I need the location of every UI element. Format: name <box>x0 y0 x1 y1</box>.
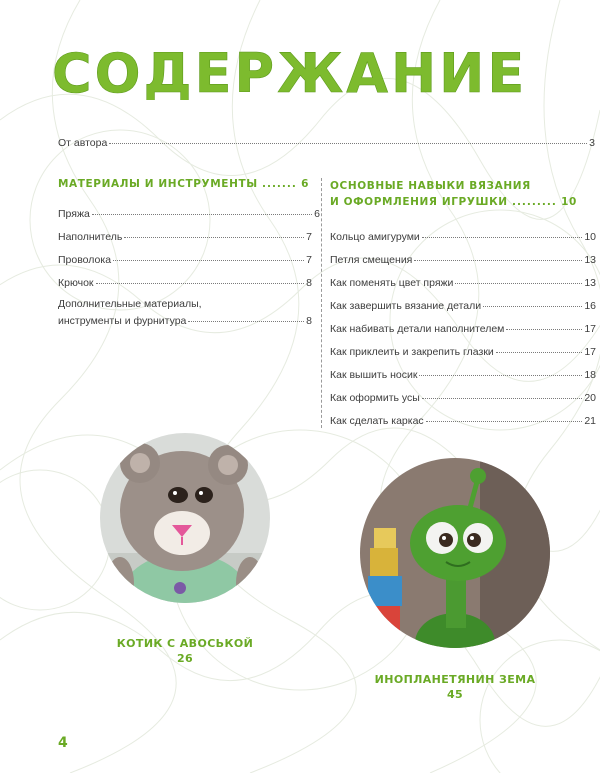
toc-item[interactable] <box>330 392 596 404</box>
toc-item-label: Пряжа <box>58 208 90 220</box>
toc-item[interactable] <box>330 323 596 335</box>
dot-leader <box>426 421 583 422</box>
toc-item-page: 17 <box>584 346 596 358</box>
project-caption-cat[interactable] <box>80 636 290 666</box>
dot-leader <box>92 214 312 215</box>
toc-item-label: Дополнительные материалы, <box>58 298 202 310</box>
section-heading-page: 6 <box>301 178 310 190</box>
toc-item[interactable] <box>58 254 312 266</box>
dot-leader <box>496 352 583 353</box>
toc-item-page: 8 <box>306 277 312 289</box>
toc-item-page: 10 <box>584 231 596 243</box>
toc-item-label: инструменты и фурнитура <box>58 315 187 327</box>
toc-item-label: Как набивать детали наполнителем <box>330 323 505 335</box>
dot-leader <box>109 143 587 144</box>
toc-item[interactable] <box>58 208 320 220</box>
toc-item-page: 13 <box>584 254 596 266</box>
toc-item-page: 20 <box>584 392 596 404</box>
dot-leader <box>455 283 582 284</box>
dot-leader <box>422 398 582 399</box>
section-heading-label: МАТЕРИАЛЫ И ИНСТРУМЕНТЫ <box>58 178 258 190</box>
toc-item[interactable] <box>330 369 596 381</box>
dot-leader <box>414 260 582 261</box>
toc-item-label: Как приклеить и закрепить глазки <box>330 346 494 358</box>
dot-leader <box>483 306 582 307</box>
dot-leader <box>422 237 583 238</box>
page-number: 4 <box>58 735 68 751</box>
dot-leader <box>113 260 304 261</box>
project-caption-alien[interactable] <box>350 672 560 702</box>
toc-item[interactable] <box>330 346 596 358</box>
toc-item-label: Крючок <box>58 277 94 289</box>
toc-item-label: Как завершить вязание детали <box>330 300 482 312</box>
toc-item-page: 13 <box>584 277 596 289</box>
toc-item-label: Как сделать каркас <box>330 415 424 427</box>
column-divider <box>321 178 322 428</box>
dot-leader <box>188 321 304 322</box>
toc-item-label: Как поменять цвет пряжи <box>330 277 454 289</box>
toc-item-label: Как оформить усы <box>330 392 420 404</box>
project-page: 26 <box>176 652 194 665</box>
section-heading-line2: И ОФОРМЛЕНИЯ ИГРУШКИ <box>330 196 508 208</box>
section-heading-materials[interactable] <box>58 176 320 192</box>
toc-item[interactable] <box>330 300 596 312</box>
section-heading-page: 10 <box>561 196 577 208</box>
cat-toy-image <box>100 433 270 603</box>
toc-item-page: 7 <box>306 254 312 266</box>
toc-item-label: Наполнитель <box>58 231 123 243</box>
toc-item-page: 6 <box>314 208 320 220</box>
section-heading-line1: ОСНОВНЫЕ НАВЫКИ ВЯЗАНИЯ <box>330 180 531 192</box>
project-name: КОТИК С АВОСЬКОЙ <box>116 637 254 650</box>
toc-item-line2 <box>58 315 312 327</box>
section-heading-skills[interactable] <box>330 178 598 210</box>
toc-item-label: От автора <box>58 137 108 149</box>
toc-item-label: Петля смещения <box>330 254 413 266</box>
dot-leader: ......... <box>511 196 557 208</box>
toc-item-page: 7 <box>306 231 312 243</box>
toc-item[interactable] <box>330 254 596 266</box>
cat-toy-photo[interactable] <box>100 433 270 603</box>
dot-leader: ....... <box>261 178 297 190</box>
project-page: 45 <box>446 688 464 701</box>
toc-item-label: Как вышить носик <box>330 369 418 381</box>
toc-item[interactable] <box>58 277 312 289</box>
alien-toy-image <box>360 458 550 648</box>
toc-item-page: 8 <box>306 315 312 327</box>
dot-leader <box>506 329 582 330</box>
toc-item-intro[interactable] <box>58 137 595 149</box>
toc-item-label: Проволока <box>58 254 112 266</box>
toc-item[interactable] <box>330 231 596 243</box>
section-heading-line2-row <box>330 194 598 210</box>
toc-item-page: 21 <box>584 415 596 427</box>
page-title <box>52 40 552 100</box>
toc-item-page: 3 <box>589 137 595 149</box>
svg-text:СОДЕРЖАНИЕ: СОДЕРЖАНИЕ <box>52 42 528 100</box>
toc-item-page: 17 <box>584 323 596 335</box>
toc-item[interactable] <box>58 231 312 243</box>
dot-leader <box>96 283 305 284</box>
project-name: ИНОПЛАНЕТЯНИН ЗЕМА <box>374 673 536 686</box>
toc-item-page: 18 <box>584 369 596 381</box>
toc-item-page: 16 <box>584 300 596 312</box>
toc-item-line1 <box>58 298 312 310</box>
toc-item[interactable] <box>330 277 596 289</box>
toc-item[interactable] <box>330 415 596 427</box>
alien-toy-photo[interactable] <box>360 458 550 648</box>
toc-item-label: Кольцо амигуруми <box>330 231 420 243</box>
dot-leader <box>419 375 582 376</box>
dot-leader <box>124 237 304 238</box>
